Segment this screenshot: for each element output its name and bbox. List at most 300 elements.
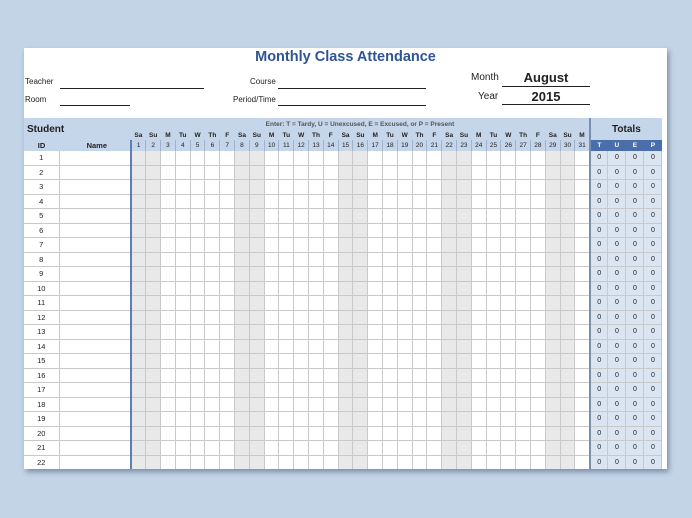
attendance-cell[interactable] xyxy=(175,267,190,282)
attendance-cell[interactable] xyxy=(442,354,457,369)
attendance-cell[interactable] xyxy=(427,281,442,296)
student-name-cell[interactable] xyxy=(59,194,131,209)
attendance-cell[interactable] xyxy=(175,455,190,469)
attendance-cell[interactable] xyxy=(353,354,368,369)
student-id-cell[interactable]: 12 xyxy=(24,310,59,325)
attendance-cell[interactable] xyxy=(146,368,161,383)
attendance-cell[interactable] xyxy=(131,397,146,412)
attendance-cell[interactable] xyxy=(427,354,442,369)
attendance-cell[interactable] xyxy=(471,368,486,383)
attendance-cell[interactable] xyxy=(131,180,146,195)
attendance-cell[interactable] xyxy=(545,180,560,195)
attendance-cell[interactable] xyxy=(235,339,250,354)
attendance-cell[interactable] xyxy=(323,238,338,253)
attendance-cell[interactable] xyxy=(412,412,427,427)
attendance-cell[interactable] xyxy=(471,339,486,354)
attendance-cell[interactable] xyxy=(220,455,235,469)
attendance-cell[interactable] xyxy=(471,281,486,296)
attendance-cell[interactable] xyxy=(279,296,294,311)
attendance-cell[interactable] xyxy=(146,252,161,267)
attendance-cell[interactable] xyxy=(397,354,412,369)
attendance-cell[interactable] xyxy=(353,368,368,383)
attendance-cell[interactable] xyxy=(161,194,176,209)
attendance-cell[interactable] xyxy=(353,252,368,267)
attendance-cell[interactable] xyxy=(353,209,368,224)
attendance-cell[interactable] xyxy=(220,194,235,209)
attendance-cell[interactable] xyxy=(442,339,457,354)
attendance-cell[interactable] xyxy=(235,209,250,224)
attendance-cell[interactable] xyxy=(353,426,368,441)
attendance-cell[interactable] xyxy=(501,325,516,340)
attendance-cell[interactable] xyxy=(235,441,250,456)
attendance-cell[interactable] xyxy=(279,165,294,180)
attendance-cell[interactable] xyxy=(457,252,472,267)
attendance-cell[interactable] xyxy=(442,151,457,165)
attendance-cell[interactable] xyxy=(338,354,353,369)
attendance-cell[interactable] xyxy=(235,397,250,412)
attendance-cell[interactable] xyxy=(338,180,353,195)
attendance-cell[interactable] xyxy=(560,325,575,340)
attendance-cell[interactable] xyxy=(427,383,442,398)
student-name-cell[interactable] xyxy=(59,267,131,282)
attendance-cell[interactable] xyxy=(294,209,309,224)
attendance-cell[interactable] xyxy=(249,267,264,282)
attendance-cell[interactable] xyxy=(516,412,531,427)
attendance-cell[interactable] xyxy=(575,339,590,354)
attendance-cell[interactable] xyxy=(531,281,546,296)
attendance-cell[interactable] xyxy=(205,368,220,383)
attendance-cell[interactable] xyxy=(368,223,383,238)
attendance-cell[interactable] xyxy=(412,180,427,195)
attendance-cell[interactable] xyxy=(368,310,383,325)
attendance-cell[interactable] xyxy=(412,223,427,238)
attendance-cell[interactable] xyxy=(131,412,146,427)
attendance-cell[interactable] xyxy=(220,252,235,267)
attendance-cell[interactable] xyxy=(323,180,338,195)
attendance-cell[interactable] xyxy=(338,325,353,340)
attendance-cell[interactable] xyxy=(531,339,546,354)
attendance-cell[interactable] xyxy=(175,209,190,224)
student-id-cell[interactable]: 3 xyxy=(24,180,59,195)
attendance-cell[interactable] xyxy=(205,180,220,195)
attendance-cell[interactable] xyxy=(516,310,531,325)
attendance-cell[interactable] xyxy=(545,209,560,224)
attendance-cell[interactable] xyxy=(457,267,472,282)
student-id-cell[interactable]: 19 xyxy=(24,412,59,427)
attendance-cell[interactable] xyxy=(323,397,338,412)
attendance-cell[interactable] xyxy=(560,165,575,180)
attendance-cell[interactable] xyxy=(294,310,309,325)
attendance-cell[interactable] xyxy=(501,339,516,354)
attendance-cell[interactable] xyxy=(294,397,309,412)
attendance-cell[interactable] xyxy=(531,223,546,238)
student-id-cell[interactable]: 1 xyxy=(24,151,59,165)
attendance-cell[interactable] xyxy=(190,455,205,469)
attendance-cell[interactable] xyxy=(323,281,338,296)
attendance-cell[interactable] xyxy=(249,310,264,325)
attendance-cell[interactable] xyxy=(161,223,176,238)
attendance-cell[interactable] xyxy=(323,354,338,369)
student-name-cell[interactable] xyxy=(59,151,131,165)
attendance-cell[interactable] xyxy=(131,209,146,224)
attendance-cell[interactable] xyxy=(294,194,309,209)
attendance-cell[interactable] xyxy=(190,252,205,267)
attendance-cell[interactable] xyxy=(235,151,250,165)
attendance-cell[interactable] xyxy=(175,151,190,165)
attendance-cell[interactable] xyxy=(249,165,264,180)
attendance-cell[interactable] xyxy=(560,180,575,195)
attendance-cell[interactable] xyxy=(427,223,442,238)
attendance-cell[interactable] xyxy=(353,267,368,282)
attendance-cell[interactable] xyxy=(412,194,427,209)
attendance-cell[interactable] xyxy=(190,397,205,412)
attendance-cell[interactable] xyxy=(397,397,412,412)
attendance-cell[interactable] xyxy=(323,209,338,224)
attendance-cell[interactable] xyxy=(560,223,575,238)
attendance-cell[interactable] xyxy=(383,209,398,224)
attendance-cell[interactable] xyxy=(353,281,368,296)
attendance-cell[interactable] xyxy=(146,151,161,165)
student-name-cell[interactable] xyxy=(59,310,131,325)
attendance-cell[interactable] xyxy=(545,194,560,209)
attendance-cell[interactable] xyxy=(397,310,412,325)
student-id-cell[interactable]: 6 xyxy=(24,223,59,238)
attendance-cell[interactable] xyxy=(323,325,338,340)
attendance-cell[interactable] xyxy=(235,296,250,311)
attendance-cell[interactable] xyxy=(146,310,161,325)
attendance-cell[interactable] xyxy=(279,209,294,224)
attendance-cell[interactable] xyxy=(560,368,575,383)
attendance-cell[interactable] xyxy=(323,296,338,311)
attendance-cell[interactable] xyxy=(279,223,294,238)
attendance-cell[interactable] xyxy=(575,209,590,224)
attendance-cell[interactable] xyxy=(486,267,501,282)
attendance-cell[interactable] xyxy=(294,455,309,469)
attendance-cell[interactable] xyxy=(427,194,442,209)
attendance-cell[interactable] xyxy=(190,339,205,354)
attendance-cell[interactable] xyxy=(516,238,531,253)
attendance-cell[interactable] xyxy=(368,426,383,441)
attendance-cell[interactable] xyxy=(131,165,146,180)
attendance-cell[interactable] xyxy=(294,368,309,383)
attendance-cell[interactable] xyxy=(161,252,176,267)
attendance-cell[interactable] xyxy=(146,165,161,180)
student-name-cell[interactable] xyxy=(59,426,131,441)
attendance-cell[interactable] xyxy=(383,223,398,238)
attendance-cell[interactable] xyxy=(516,281,531,296)
attendance-cell[interactable] xyxy=(545,455,560,469)
attendance-cell[interactable] xyxy=(161,426,176,441)
attendance-cell[interactable] xyxy=(501,455,516,469)
attendance-cell[interactable] xyxy=(161,267,176,282)
attendance-cell[interactable] xyxy=(205,165,220,180)
attendance-cell[interactable] xyxy=(442,180,457,195)
attendance-cell[interactable] xyxy=(486,296,501,311)
attendance-cell[interactable] xyxy=(471,383,486,398)
attendance-cell[interactable] xyxy=(545,412,560,427)
attendance-cell[interactable] xyxy=(220,281,235,296)
attendance-cell[interactable] xyxy=(175,441,190,456)
attendance-cell[interactable] xyxy=(131,151,146,165)
attendance-cell[interactable] xyxy=(264,455,279,469)
attendance-cell[interactable] xyxy=(486,165,501,180)
attendance-cell[interactable] xyxy=(575,223,590,238)
attendance-cell[interactable] xyxy=(249,296,264,311)
attendance-cell[interactable] xyxy=(190,354,205,369)
attendance-cell[interactable] xyxy=(264,238,279,253)
attendance-cell[interactable] xyxy=(383,267,398,282)
attendance-cell[interactable] xyxy=(279,426,294,441)
attendance-cell[interactable] xyxy=(175,397,190,412)
attendance-cell[interactable] xyxy=(486,310,501,325)
attendance-cell[interactable] xyxy=(309,397,324,412)
attendance-cell[interactable] xyxy=(383,252,398,267)
attendance-cell[interactable] xyxy=(294,180,309,195)
attendance-cell[interactable] xyxy=(501,354,516,369)
attendance-cell[interactable] xyxy=(412,296,427,311)
attendance-cell[interactable] xyxy=(190,194,205,209)
attendance-cell[interactable] xyxy=(501,310,516,325)
attendance-cell[interactable] xyxy=(368,180,383,195)
attendance-cell[interactable] xyxy=(235,354,250,369)
attendance-cell[interactable] xyxy=(309,455,324,469)
attendance-cell[interactable] xyxy=(383,281,398,296)
attendance-cell[interactable] xyxy=(190,441,205,456)
attendance-cell[interactable] xyxy=(486,209,501,224)
attendance-cell[interactable] xyxy=(249,209,264,224)
attendance-cell[interactable] xyxy=(397,383,412,398)
attendance-cell[interactable] xyxy=(279,383,294,398)
attendance-cell[interactable] xyxy=(161,397,176,412)
attendance-cell[interactable] xyxy=(264,354,279,369)
attendance-cell[interactable] xyxy=(560,252,575,267)
attendance-cell[interactable] xyxy=(471,223,486,238)
attendance-cell[interactable] xyxy=(486,441,501,456)
attendance-cell[interactable] xyxy=(471,426,486,441)
attendance-cell[interactable] xyxy=(560,267,575,282)
attendance-cell[interactable] xyxy=(427,252,442,267)
attendance-cell[interactable] xyxy=(323,310,338,325)
attendance-cell[interactable] xyxy=(560,441,575,456)
attendance-cell[interactable] xyxy=(531,383,546,398)
attendance-cell[interactable] xyxy=(442,165,457,180)
attendance-cell[interactable] xyxy=(338,368,353,383)
attendance-cell[interactable] xyxy=(501,252,516,267)
attendance-cell[interactable] xyxy=(264,180,279,195)
attendance-cell[interactable] xyxy=(235,165,250,180)
attendance-cell[interactable] xyxy=(575,238,590,253)
attendance-cell[interactable] xyxy=(531,310,546,325)
attendance-cell[interactable] xyxy=(338,165,353,180)
attendance-cell[interactable] xyxy=(457,426,472,441)
attendance-cell[interactable] xyxy=(368,209,383,224)
attendance-cell[interactable] xyxy=(161,441,176,456)
attendance-cell[interactable] xyxy=(353,238,368,253)
attendance-cell[interactable] xyxy=(501,267,516,282)
attendance-cell[interactable] xyxy=(338,223,353,238)
attendance-cell[interactable] xyxy=(442,426,457,441)
attendance-cell[interactable] xyxy=(338,194,353,209)
attendance-cell[interactable] xyxy=(338,455,353,469)
attendance-cell[interactable] xyxy=(294,339,309,354)
attendance-cell[interactable] xyxy=(427,325,442,340)
attendance-cell[interactable] xyxy=(560,296,575,311)
student-name-cell[interactable] xyxy=(59,165,131,180)
attendance-cell[interactable] xyxy=(264,368,279,383)
attendance-cell[interactable] xyxy=(486,180,501,195)
attendance-cell[interactable] xyxy=(235,180,250,195)
attendance-cell[interactable] xyxy=(279,281,294,296)
attendance-cell[interactable] xyxy=(220,296,235,311)
attendance-cell[interactable] xyxy=(161,165,176,180)
attendance-cell[interactable] xyxy=(383,238,398,253)
attendance-cell[interactable] xyxy=(146,238,161,253)
attendance-cell[interactable] xyxy=(516,296,531,311)
attendance-cell[interactable] xyxy=(309,325,324,340)
attendance-cell[interactable] xyxy=(294,354,309,369)
attendance-cell[interactable] xyxy=(235,238,250,253)
attendance-cell[interactable] xyxy=(397,165,412,180)
attendance-cell[interactable] xyxy=(501,281,516,296)
attendance-cell[interactable] xyxy=(309,238,324,253)
attendance-cell[interactable] xyxy=(220,165,235,180)
attendance-cell[interactable] xyxy=(545,339,560,354)
attendance-cell[interactable] xyxy=(442,310,457,325)
attendance-cell[interactable] xyxy=(486,325,501,340)
attendance-cell[interactable] xyxy=(397,325,412,340)
attendance-cell[interactable] xyxy=(323,194,338,209)
attendance-cell[interactable] xyxy=(294,267,309,282)
attendance-cell[interactable] xyxy=(427,441,442,456)
attendance-cell[interactable] xyxy=(190,296,205,311)
attendance-cell[interactable] xyxy=(501,412,516,427)
attendance-cell[interactable] xyxy=(131,310,146,325)
attendance-cell[interactable] xyxy=(353,151,368,165)
attendance-cell[interactable] xyxy=(249,397,264,412)
attendance-cell[interactable] xyxy=(368,397,383,412)
attendance-cell[interactable] xyxy=(516,267,531,282)
attendance-cell[interactable] xyxy=(545,325,560,340)
attendance-cell[interactable] xyxy=(353,310,368,325)
attendance-cell[interactable] xyxy=(190,238,205,253)
attendance-cell[interactable] xyxy=(205,383,220,398)
attendance-cell[interactable] xyxy=(294,325,309,340)
attendance-cell[interactable] xyxy=(383,165,398,180)
attendance-cell[interactable] xyxy=(368,296,383,311)
attendance-cell[interactable] xyxy=(235,223,250,238)
attendance-cell[interactable] xyxy=(190,281,205,296)
attendance-cell[interactable] xyxy=(427,310,442,325)
attendance-cell[interactable] xyxy=(353,441,368,456)
attendance-cell[interactable] xyxy=(427,151,442,165)
attendance-cell[interactable] xyxy=(146,455,161,469)
student-name-cell[interactable] xyxy=(59,223,131,238)
attendance-cell[interactable] xyxy=(220,426,235,441)
attendance-cell[interactable] xyxy=(190,223,205,238)
attendance-cell[interactable] xyxy=(131,296,146,311)
attendance-cell[interactable] xyxy=(457,281,472,296)
attendance-cell[interactable] xyxy=(131,267,146,282)
attendance-cell[interactable] xyxy=(457,180,472,195)
attendance-cell[interactable] xyxy=(323,151,338,165)
attendance-cell[interactable] xyxy=(235,267,250,282)
attendance-cell[interactable] xyxy=(146,180,161,195)
attendance-cell[interactable] xyxy=(323,455,338,469)
attendance-cell[interactable] xyxy=(264,426,279,441)
attendance-cell[interactable] xyxy=(471,209,486,224)
attendance-cell[interactable] xyxy=(442,296,457,311)
attendance-cell[interactable] xyxy=(353,412,368,427)
attendance-cell[interactable] xyxy=(175,165,190,180)
attendance-cell[interactable] xyxy=(190,180,205,195)
attendance-cell[interactable] xyxy=(531,267,546,282)
attendance-cell[interactable] xyxy=(264,383,279,398)
attendance-cell[interactable] xyxy=(531,151,546,165)
attendance-cell[interactable] xyxy=(442,252,457,267)
attendance-cell[interactable] xyxy=(383,194,398,209)
attendance-cell[interactable] xyxy=(249,412,264,427)
attendance-cell[interactable] xyxy=(516,325,531,340)
attendance-cell[interactable] xyxy=(235,383,250,398)
attendance-cell[interactable] xyxy=(323,267,338,282)
attendance-cell[interactable] xyxy=(486,426,501,441)
attendance-cell[interactable] xyxy=(175,310,190,325)
attendance-cell[interactable] xyxy=(338,267,353,282)
attendance-cell[interactable] xyxy=(412,339,427,354)
attendance-cell[interactable] xyxy=(190,310,205,325)
attendance-cell[interactable] xyxy=(442,194,457,209)
attendance-cell[interactable] xyxy=(338,397,353,412)
attendance-cell[interactable] xyxy=(442,281,457,296)
attendance-cell[interactable] xyxy=(323,165,338,180)
attendance-cell[interactable] xyxy=(457,383,472,398)
attendance-cell[interactable] xyxy=(427,339,442,354)
attendance-cell[interactable] xyxy=(516,368,531,383)
attendance-cell[interactable] xyxy=(146,426,161,441)
student-name-cell[interactable] xyxy=(59,252,131,267)
attendance-cell[interactable] xyxy=(235,368,250,383)
attendance-cell[interactable] xyxy=(131,455,146,469)
attendance-cell[interactable] xyxy=(457,455,472,469)
attendance-cell[interactable] xyxy=(161,296,176,311)
attendance-cell[interactable] xyxy=(412,383,427,398)
attendance-cell[interactable] xyxy=(560,455,575,469)
attendance-cell[interactable] xyxy=(531,426,546,441)
attendance-cell[interactable] xyxy=(353,397,368,412)
attendance-cell[interactable] xyxy=(457,151,472,165)
attendance-cell[interactable] xyxy=(279,339,294,354)
attendance-cell[interactable] xyxy=(412,151,427,165)
attendance-cell[interactable] xyxy=(560,281,575,296)
student-id-cell[interactable]: 9 xyxy=(24,267,59,282)
attendance-cell[interactable] xyxy=(190,325,205,340)
attendance-cell[interactable] xyxy=(412,209,427,224)
student-name-cell[interactable] xyxy=(59,368,131,383)
attendance-cell[interactable] xyxy=(545,151,560,165)
attendance-cell[interactable] xyxy=(412,165,427,180)
attendance-cell[interactable] xyxy=(545,397,560,412)
attendance-cell[interactable] xyxy=(309,165,324,180)
attendance-cell[interactable] xyxy=(397,194,412,209)
attendance-cell[interactable] xyxy=(383,354,398,369)
attendance-cell[interactable] xyxy=(412,238,427,253)
attendance-cell[interactable] xyxy=(516,223,531,238)
attendance-cell[interactable] xyxy=(442,238,457,253)
attendance-cell[interactable] xyxy=(190,368,205,383)
attendance-cell[interactable] xyxy=(397,412,412,427)
attendance-cell[interactable] xyxy=(442,267,457,282)
attendance-cell[interactable] xyxy=(353,383,368,398)
